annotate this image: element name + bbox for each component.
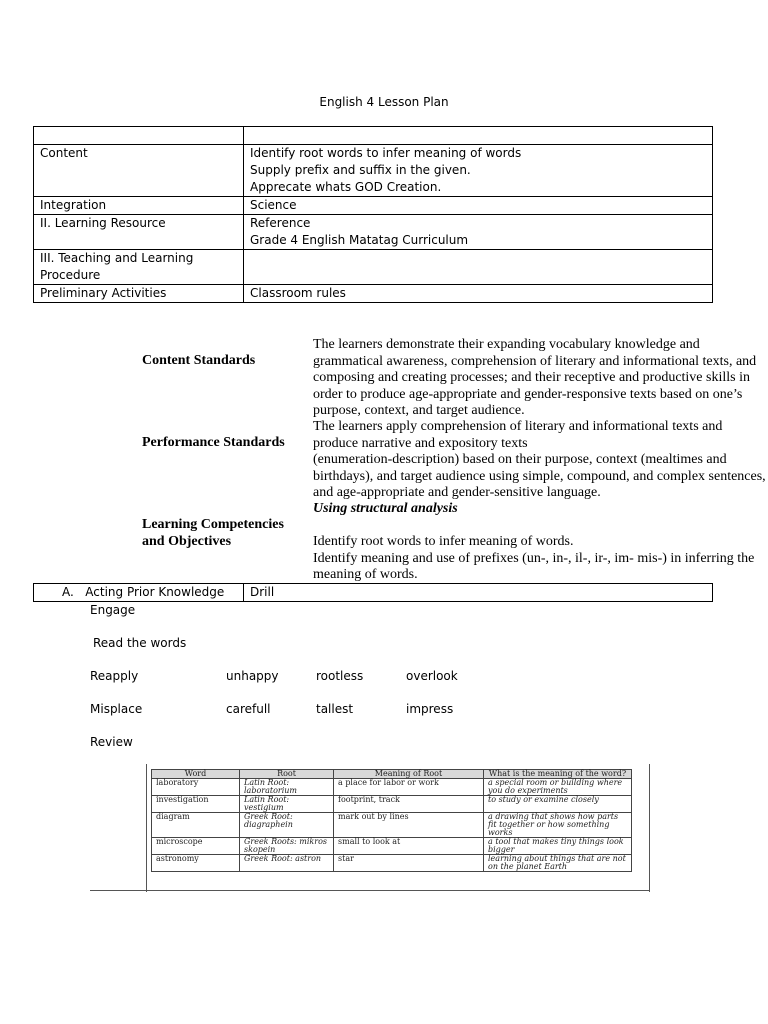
- divider: [90, 890, 650, 891]
- review-cell: microscope: [152, 838, 240, 855]
- table-row: [34, 250, 713, 285]
- review-cell: Latin Root: vestigium: [240, 796, 334, 813]
- review-cell: a place for labor or work: [334, 779, 484, 796]
- row-value: [244, 145, 713, 197]
- prior-knowledge-label: Acting Prior Knowledge: [85, 585, 225, 599]
- competency-line: Identify root words to infer meaning of words.: [313, 534, 574, 549]
- competencies-label-line: Learning Competencies: [142, 517, 284, 532]
- review-cell: small to look at: [334, 838, 484, 855]
- read-words-instruction: Read the words: [93, 636, 187, 650]
- table-header-row: [34, 127, 713, 145]
- content-line: Grade 4 English Matatag Curriculum: [250, 233, 469, 247]
- row-value: Drill: [244, 584, 713, 602]
- row-label: Content: [34, 145, 244, 197]
- competency-line: Identify meaning and use of prefixes (un-, in-, il-, ir-, im- mis-) in inferring the meaning of words.: [313, 550, 755, 582]
- competencies-label: [142, 517, 302, 550]
- review-cell: investigation: [152, 796, 240, 813]
- review-cell: Greek Root: diagraphein: [240, 813, 334, 838]
- review-cell: Greek Roots: mikros skopein: [240, 838, 334, 855]
- review-heading: Review: [90, 735, 133, 749]
- table-row: [34, 285, 713, 303]
- row-label: Preliminary Activities: [34, 285, 244, 303]
- word-item: unhappy: [226, 669, 279, 683]
- table-row: [34, 145, 713, 197]
- review-cell: Latin Root: laboratorium: [240, 779, 334, 796]
- table-cell: [244, 127, 713, 145]
- review-cell: a special room or building where you do experiments: [484, 779, 632, 796]
- word-item: Reapply: [90, 669, 139, 683]
- lesson-plan-table: [33, 126, 713, 303]
- table-row: [152, 796, 632, 813]
- row-value: [244, 215, 713, 250]
- table-row: [152, 838, 632, 855]
- word-item: overlook: [406, 669, 458, 683]
- row-label: III. Teaching and Learning Procedure: [34, 250, 244, 285]
- table-cell: [34, 127, 244, 145]
- content-standards-label: Content Standards: [142, 353, 256, 368]
- content-line: Identify root words to infer meaning of words: [250, 146, 522, 160]
- row-label: [34, 584, 244, 602]
- list-marker: A.: [62, 585, 74, 599]
- row-value: Science: [244, 197, 713, 215]
- image-border: [649, 764, 650, 892]
- review-cell: Greek Root: astron: [240, 855, 334, 872]
- review-header-cell: Root: [240, 770, 334, 779]
- competency-heading: Using structural analysis: [313, 501, 458, 516]
- competencies-label-line: and Objectives: [142, 533, 232, 549]
- content-line: Apprecate whats GOD Creation.: [250, 180, 442, 194]
- word-item: impress: [406, 702, 454, 716]
- competencies-text: [313, 534, 768, 584]
- review-header-cell: Meaning of Root: [334, 770, 484, 779]
- table-row: [152, 855, 632, 872]
- review-header-cell: Word: [152, 770, 240, 779]
- table-row: [152, 813, 632, 838]
- review-cell: astronomy: [152, 855, 240, 872]
- row-value: Classroom rules: [244, 285, 713, 303]
- performance-standards-text: [313, 419, 768, 502]
- engage-heading: Engage: [90, 603, 136, 617]
- table-row: [34, 197, 713, 215]
- word-item: rootless: [316, 669, 364, 683]
- word-item: tallest: [316, 702, 354, 716]
- review-cell: a drawing that shows how parts fit together or how something works: [484, 813, 632, 838]
- review-cell: a tool that makes tiny things look bigger: [484, 838, 632, 855]
- image-border: [146, 764, 147, 892]
- table-row: [34, 584, 713, 602]
- review-cell: mark out by lines: [334, 813, 484, 838]
- word-item: Misplace: [90, 702, 143, 716]
- row-value: [244, 250, 713, 285]
- performance-text-part: The learners apply comprehension of literary and informational texts and produce narrative and expository texts: [313, 419, 723, 451]
- review-cell: learning about things that are not on the planet Earth: [484, 855, 632, 872]
- review-cell: to study or examine closely: [484, 796, 632, 813]
- table-row: [152, 779, 632, 796]
- table-row: [34, 215, 713, 250]
- content-line: Supply prefix and suffix in the given.: [250, 163, 471, 177]
- review-cell: laboratory: [152, 779, 240, 796]
- review-cell: footprint, track: [334, 796, 484, 813]
- performance-standards-label: Performance Standards: [142, 435, 285, 450]
- row-label: II. Learning Resource: [34, 215, 244, 250]
- word-item: carefull: [226, 702, 271, 716]
- content-standards-text: The learners demonstrate their expanding vocabulary knowledge and grammatical awareness, comprehension of literary and informational texts, and composing and creating processes; and their receptive and productive skills in order to produce age-appropriate and gender-responsive texts based on one’s purpose, context, and target audience.: [313, 337, 757, 418]
- page-title: English 4 Lesson Plan: [319, 95, 449, 109]
- review-table: [151, 769, 632, 872]
- review-cell: diagram: [152, 813, 240, 838]
- content-line: Reference: [250, 216, 311, 230]
- row-label: Integration: [34, 197, 244, 215]
- prior-knowledge-table: [33, 583, 713, 602]
- review-cell: star: [334, 855, 484, 872]
- performance-text-part: (enumeration-description) based on their purpose, context (mealtimes and birthdays), and target audience using simple, compound, and complex sentences, and age-appropriate and gender-sensitive language.: [313, 452, 766, 500]
- review-header-cell: What is the meaning of the word?: [484, 770, 632, 779]
